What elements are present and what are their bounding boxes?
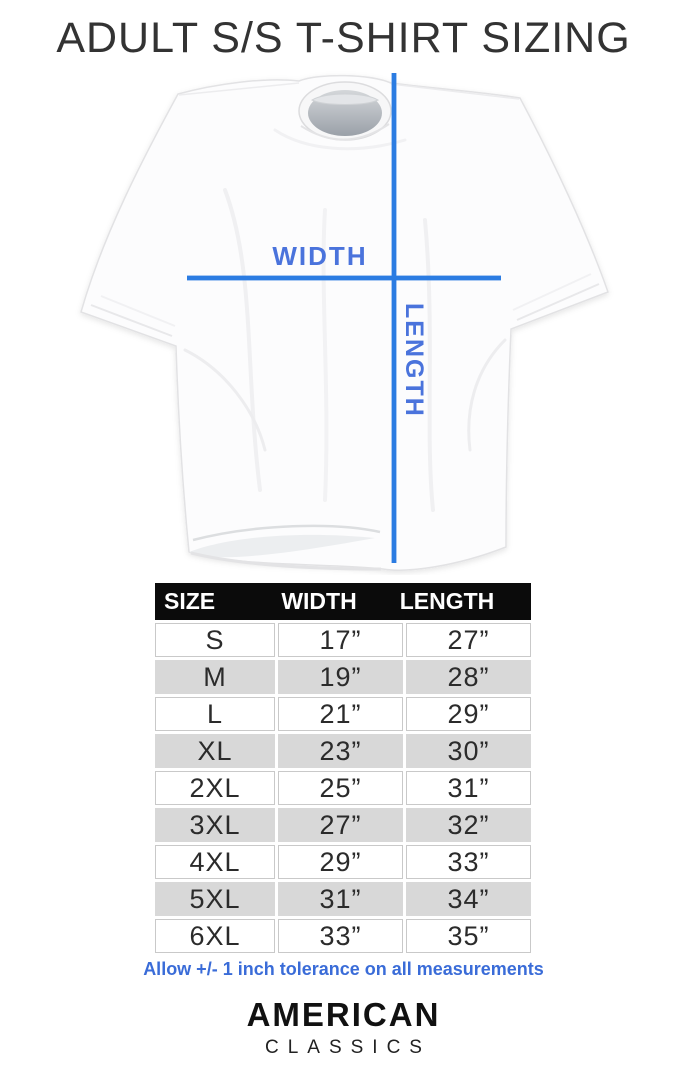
table-row: [155, 734, 531, 768]
length-cell: 32”: [406, 808, 531, 842]
width-cell: 27”: [278, 808, 403, 842]
table-row: [155, 808, 531, 842]
length-cell: 33”: [406, 845, 531, 879]
header-width: WIDTH: [281, 588, 357, 614]
length-line: [392, 73, 397, 563]
width-cell: 23”: [278, 734, 403, 768]
length-cell: 27”: [406, 623, 531, 657]
size-cell: 5XL: [155, 882, 275, 916]
tolerance-note: Allow +/- 1 inch tolerance on all measurements: [143, 959, 544, 979]
width-cell: 29”: [278, 845, 403, 879]
size-table: [155, 583, 531, 953]
size-cell: 3XL: [155, 808, 275, 842]
table-row: [155, 697, 531, 731]
width-cell: 17”: [278, 623, 403, 657]
table-row: [155, 660, 531, 694]
length-cell: 34”: [406, 882, 531, 916]
tshirt-measurement-diagram: [75, 70, 615, 575]
length-label: LENGTH: [400, 303, 428, 418]
size-cell: 4XL: [155, 845, 275, 879]
header-length: LENGTH: [399, 588, 495, 614]
brand-name-bottom: CLASSICS: [265, 1037, 431, 1058]
header-size: SIZE: [164, 588, 216, 614]
table-row: [155, 919, 531, 953]
tshirt-graphic: [81, 73, 608, 570]
width-cell: 31”: [278, 882, 403, 916]
table-row: [155, 623, 531, 657]
table-row: [155, 845, 531, 879]
length-cell: 31”: [406, 771, 531, 805]
size-cell: S: [155, 623, 275, 657]
size-table-header: [155, 583, 531, 620]
length-cell: 30”: [406, 734, 531, 768]
tshirt-image: [75, 70, 615, 575]
width-cell: 21”: [278, 697, 403, 731]
width-line: [187, 276, 501, 281]
page-title: ADULT S/S T-SHIRT SIZING: [56, 14, 631, 62]
width-cell: 25”: [278, 771, 403, 805]
length-cell: 29”: [406, 697, 531, 731]
width-label: WIDTH: [272, 241, 368, 271]
width-cell: 33”: [278, 919, 403, 953]
collar: [299, 82, 391, 140]
table-row: [155, 771, 531, 805]
length-cell: 35”: [406, 919, 531, 953]
size-cell: XL: [155, 734, 275, 768]
size-cell: L: [155, 697, 275, 731]
brand-name-top: AMERICAN: [246, 996, 441, 1033]
width-cell: 19”: [278, 660, 403, 694]
size-table-body: [155, 623, 531, 953]
size-cell: 6XL: [155, 919, 275, 953]
brand-logo: [0, 998, 687, 1057]
table-row: [155, 882, 531, 916]
size-cell: 2XL: [155, 771, 275, 805]
length-cell: 28”: [406, 660, 531, 694]
size-cell: M: [155, 660, 275, 694]
